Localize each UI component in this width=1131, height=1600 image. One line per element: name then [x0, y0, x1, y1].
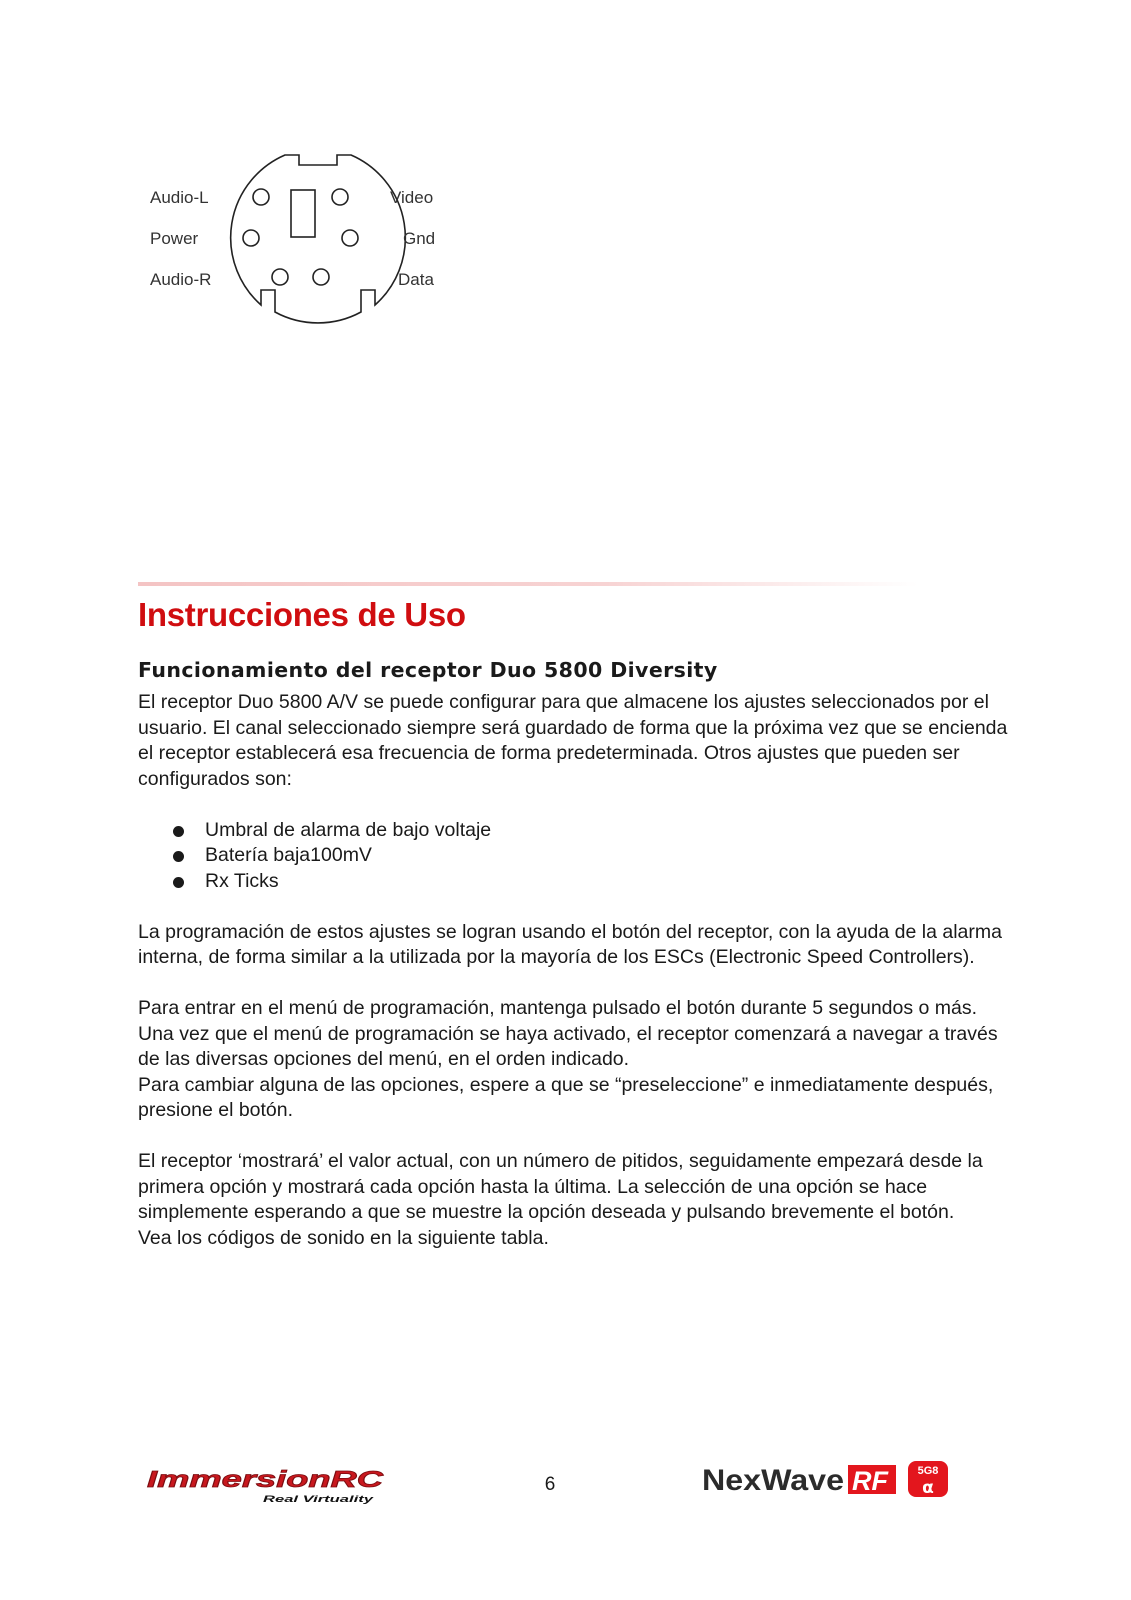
label-power: Power: [150, 229, 199, 248]
page-number: 6: [544, 1474, 556, 1495]
pin-video: [332, 189, 348, 205]
show-value-paragraph: El receptor ‘mostrará’ el valor actual, con un número de pitidos, seguidamente empezará desde la primera opción y mostrará cada opción hasta la última. La selección de una opción se hace simplemente esperando a que se muestre la opción deseada y pulsando brevemente el botón.: [138, 1150, 983, 1223]
section-subtitle: Funcionamiento del receptor Duo 5800 Diversity: [138, 658, 718, 682]
section-divider: [138, 582, 918, 586]
settings-list: [138, 818, 1008, 895]
programming-paragraph: La programación de estos ajustes se logran usando el botón del receptor, con la ayuda de la alarma interna, de forma similar a la utilizada por la mayoría de los ESCs (Electronic Speed Controllers).: [138, 920, 1002, 968]
list-item: Batería baja100mV: [173, 843, 1008, 869]
pin-audio-r: [272, 269, 288, 285]
list-item: Rx Ticks: [173, 869, 1008, 895]
pin-audio-l: [253, 189, 269, 205]
label-video: Video: [390, 188, 434, 207]
intro-paragraph: El receptor Duo 5800 A/V se puede configurar para que almacene los ajustes seleccionados por el usuario. El canal seleccionado siempre será guardado de forma que la próxima vez que se encienda el receptor establecerá esa frecuencia de forma predeterminada. Otros ajustes que pueden ser configurados son:: [138, 691, 1008, 790]
logo-right-badge-bottom: α: [922, 1478, 934, 1498]
change-option-paragraph: Para cambiar alguna de las opciones, espere a que se “preseleccione” e inmediatamente después, presione el botón.: [138, 1073, 994, 1121]
logo-right-name: NexWave: [702, 1464, 844, 1497]
connector-outline: [231, 155, 406, 323]
section-title: Instrucciones de Uso: [138, 596, 466, 633]
connector-key: [291, 190, 315, 237]
logo-right-badge-top: 5G8: [917, 1465, 939, 1477]
pin-power: [243, 230, 259, 246]
pin-data: [313, 269, 329, 285]
connector-pinout-diagram: [150, 140, 450, 330]
nexwave-rf-logo: [700, 1457, 955, 1502]
pin-gnd: [342, 230, 358, 246]
label-data: Data: [398, 270, 434, 289]
see-table-paragraph: Vea los códigos de sonido en la siguiente tabla.: [138, 1226, 549, 1249]
immersionrc-logo: [145, 1455, 395, 1505]
logo-right-rf: RF: [852, 1466, 888, 1496]
enter-menu-paragraph: Para entrar en el menú de programación, mantenga pulsado el botón durante 5 segundos o más. Una vez que el menú de programación se haya activado, el receptor comenzará a navegar a través de las diversas opciones del menú, en el orden indicado.: [138, 997, 998, 1070]
list-item: Umbral de alarma de bajo voltaje: [173, 818, 1008, 844]
logo-left-tagline: Real Virtuality: [263, 1494, 375, 1504]
label-audio-r: Audio-R: [150, 270, 212, 289]
label-gnd: Gnd: [403, 229, 436, 248]
label-audio-l: Audio-L: [150, 188, 209, 207]
body-text: [138, 690, 1008, 1251]
logo-left-main: ImmersionRC: [147, 1466, 384, 1492]
